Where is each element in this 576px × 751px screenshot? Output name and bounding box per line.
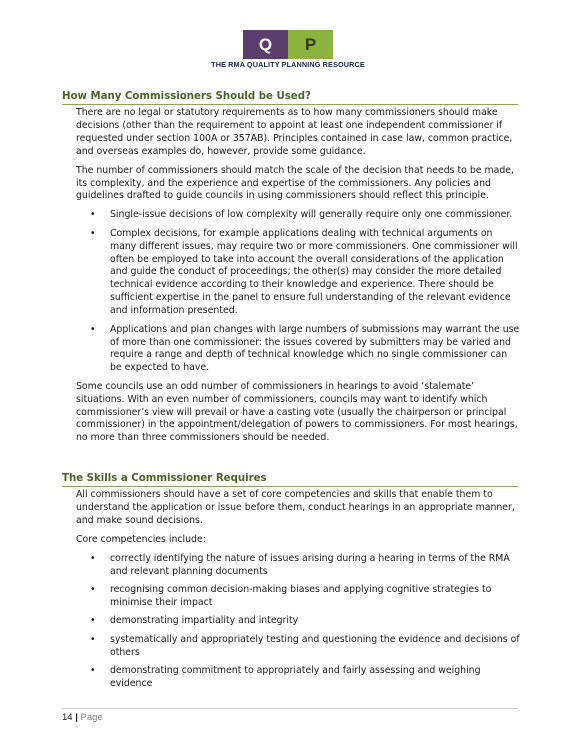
- section-heading-skills: The Skills a Commissioner Requires: [62, 473, 518, 487]
- bullet-icon: •: [90, 552, 96, 564]
- list-item: [76, 665, 520, 691]
- list-item: [76, 228, 520, 318]
- bullet-icon: •: [90, 633, 96, 645]
- footer-separator: |: [75, 712, 78, 723]
- page-footer: [62, 712, 103, 723]
- page-number: 14: [62, 712, 73, 723]
- list-item-text: Single-issue decisions of low complexity will generally require only one commissioner.: [110, 209, 513, 221]
- section-body-commissioners: [76, 107, 520, 451]
- list-item: [76, 634, 520, 660]
- section-heading-commissioners: How Many Commissioners Should be Used?: [62, 91, 518, 105]
- paragraph: All commissioners should have a set of core competencies and skills that enable them to understand the application or issue before them, conduct hearings in an appropriate manner, and make sound decisions.: [76, 489, 515, 526]
- bullet-icon: •: [90, 209, 96, 221]
- bullet-list: [76, 553, 520, 691]
- list-item-text: recognising common decision-making biases and applying cognitive strategies to minimise their impact: [110, 583, 492, 608]
- list-item-text: demonstrating impartiality and integrity: [110, 615, 299, 627]
- list-item: [76, 615, 520, 628]
- qp-logo: [0, 30, 576, 69]
- logo-q-box: Q: [243, 30, 288, 59]
- paragraph: There are no legal or statutory requirements as to how many commissioners should make decisions (other than the requirement to appoint at least one independent commissioner if requested under section 100A or 357AB). Principles contained in case law, common practice, and overseas examples do, however, provide some guidance.: [76, 107, 513, 157]
- bullet-icon: •: [90, 227, 96, 239]
- page-label: Page: [80, 712, 103, 723]
- section-body-skills: [76, 489, 520, 696]
- list-item-text: correctly identifying the nature of issues arising during a hearing in terms of the RMA and relevant planning documents: [110, 552, 510, 577]
- paragraph: Some councils use an odd number of commissioners in hearings to avoid ‘stalemate’ situations. With an even number of commissioners, councils may want to identify which commissioner’s view will prevail or have a casting vote (usually the chairperson or principal commissioner) in the appointment/delegation of powers to commissioners. For most hearings, no more than three commissioners should be needed.: [76, 380, 518, 444]
- logo-p-box: P: [288, 30, 333, 59]
- bullet-icon: •: [90, 664, 96, 676]
- bullet-icon: •: [90, 583, 96, 595]
- list-item-text: systematically and appropriately testing and questioning the evidence and decisions of others: [110, 633, 520, 658]
- bullet-list: [76, 209, 520, 375]
- list-item-text: Complex decisions, for example applications dealing with technical arguments on many different issues, may require two or more commissioners. One commissioner will often be employed to take into account the overall considerations of the application and guide the conduct of proceedings; the other(s) may consider the more detailed technical evidence according to their knowledge and experience. There should be sufficient expertise in the panel to ensure full understanding of the relevant evidence and information presented.: [110, 227, 518, 317]
- bullet-icon: •: [90, 323, 96, 335]
- bullet-icon: •: [90, 615, 96, 627]
- paragraph: Core competencies include:: [76, 533, 206, 545]
- footer-divider: [62, 708, 518, 709]
- list-item-text: demonstrating commitment to appropriately and fairly assessing and weighing evidence: [110, 664, 481, 689]
- list-item: [76, 584, 520, 610]
- paragraph: The number of commissioners should match the scale of the decision that needs to be made, its complexity, and the experience and expertise of the commissioners. Any policies and guidelines drafted to guide councils in using commissioners should reflect this principle.: [76, 164, 514, 202]
- list-item: [76, 553, 520, 579]
- list-item-text: Applications and plan changes with large numbers of submissions may warrant the use of more than one commissioner: the issues covered by submitters may be varied and require a range and depth of technical knowledge which no single commissioner can be expected to have.: [110, 323, 520, 374]
- logo-caption: THE RMA QUALITY PLANNING RESOURCE: [211, 60, 365, 69]
- list-item: [76, 324, 520, 376]
- list-item: [76, 209, 520, 222]
